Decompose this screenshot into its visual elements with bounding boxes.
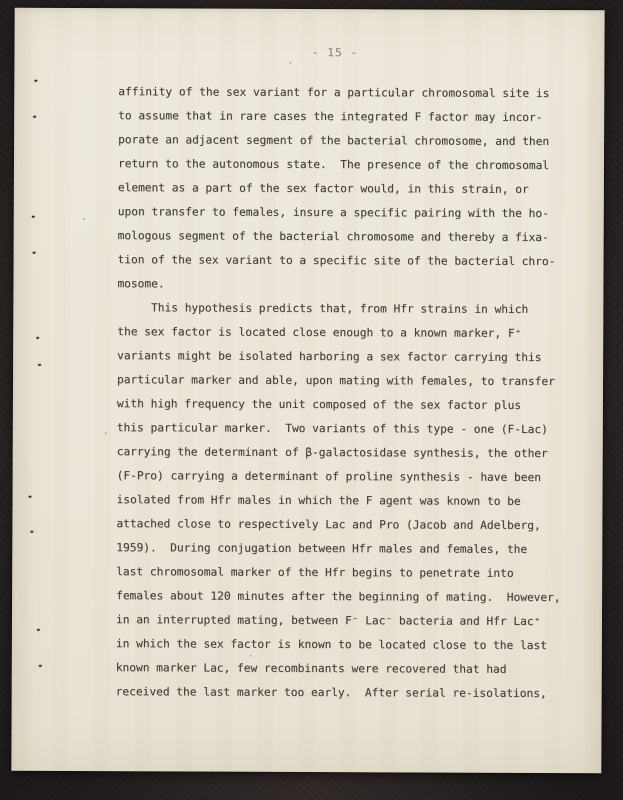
text-line: affinity of the sex variant for a particular chromosomal site is: [118, 85, 550, 101]
document-page: [11, 8, 604, 774]
pin-hole: [39, 665, 42, 667]
pin-hole: [34, 80, 37, 82]
text-line: received the last marker too early. After serial re-isolations,: [115, 685, 547, 701]
pin-hole: [37, 629, 40, 631]
text-line: known marker Lac, few recombinants were recovered that had: [115, 661, 507, 676]
text-line: 1959). During conjugation between Hfr males and females, the: [116, 541, 528, 556]
pin-hole: [29, 496, 32, 498]
text-line: (F-Pro) carrying a determinant of proline synthesis - have been: [116, 469, 541, 485]
document-body: [116, 80, 579, 706]
text-line: variants might be isolated harboring a sex factor carrying this: [117, 349, 542, 365]
text-line: in an interrupted mating, between F⁻ Lac⁻ bacteria and Hfr Lac⁺: [115, 613, 541, 629]
paper-speck: [105, 432, 107, 434]
text-line: carrying the determinant of β-galactosidase synthesis, the other: [116, 445, 548, 461]
text-line: element as a part of the sex factor would, in this strain, or: [117, 181, 529, 196]
pin-hole: [38, 364, 41, 366]
text-line: mosome.: [117, 277, 165, 291]
text-line: with high frequency the unit composed of the sex factor plus: [116, 397, 522, 412]
text-line: females about 120 minutes after the beginning of mating. However,: [116, 589, 561, 605]
text-line: This hypothesis predicts that, from Hfr strains in which: [117, 301, 529, 316]
text-line: last chromosomal marker of the Hfr begins to penetrate into: [116, 565, 514, 580]
text-line: particular marker and able, upon mating with females, to transfer: [117, 373, 555, 389]
pin-hole: [32, 216, 35, 218]
text-line: mologous segment of the bacterial chromosome and thereby a fixa-: [117, 229, 549, 245]
text-line: isolated from Hfr males in which the F agent was known to be: [116, 493, 521, 508]
text-line: in which the sex factor is known to be located close to the last: [115, 637, 547, 653]
text-line: to assume that in rare cases the integrated F factor may incor-: [118, 109, 543, 125]
pin-hole: [33, 252, 36, 254]
pin-hole: [36, 337, 39, 339]
text-line: the sex factor is located close enough to a known marker, F⁺: [117, 325, 522, 340]
pin-hole: [33, 116, 36, 118]
text-line: this particular marker. Two variants of this type - one (F-Lac): [116, 421, 548, 437]
text-line: tion of the sex variant to a specific site of the bacterial chro-: [117, 253, 556, 269]
paper-speck: [289, 62, 291, 64]
page-number: - 15 -: [311, 46, 359, 60]
text-line: upon transfer to females, insure a specific pairing with the ho-: [117, 205, 549, 221]
text-line: return to the autonomous state. The presence of the chromosomal: [117, 157, 550, 173]
text-line: attached close to respectively Lac and Pro (Jacob and Adelberg,: [116, 517, 541, 533]
paper-speck: [83, 218, 85, 220]
text-line: porate an adjacent segment of the bacterial chromosome, and then: [118, 133, 550, 149]
pin-hole: [30, 531, 33, 533]
paper-speck: [250, 655, 252, 657]
